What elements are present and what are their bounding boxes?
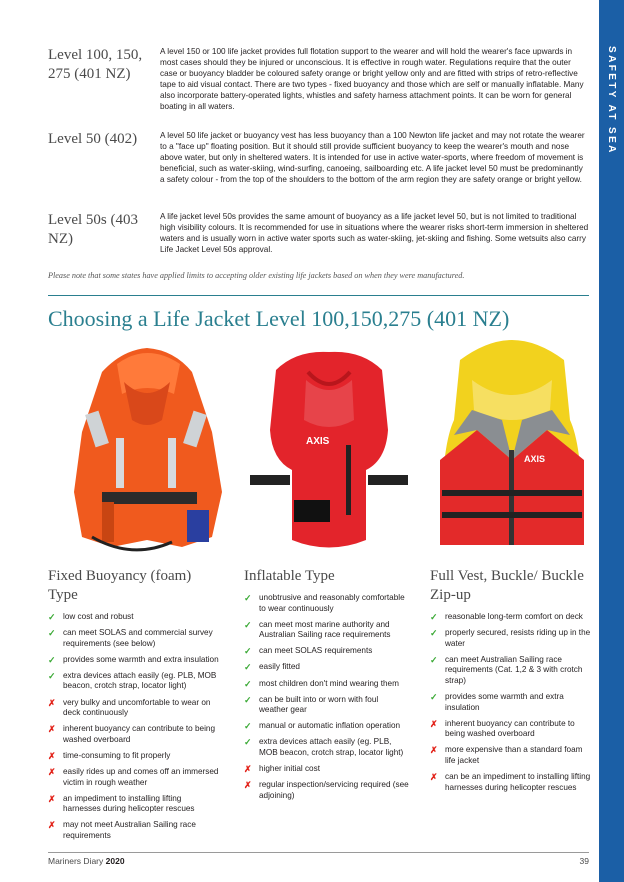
con-item	[244, 764, 409, 775]
item-text: more expensive than a standard foam life jacket	[445, 745, 583, 766]
inflatable-brand-logo: AXIS	[306, 436, 330, 447]
item-text: can be built into or worn with foul weather gear	[259, 694, 379, 715]
item-text: can meet most marine authority and Australian Sailing race requirements	[259, 619, 391, 640]
column-title: Full Vest, Buckle/ Buckle Zip-up	[430, 568, 584, 603]
page-number: 39	[579, 856, 589, 866]
item-text: extra devices attach easily (eg. PLB, MOB beacon, crotch strap, locator light)	[63, 670, 217, 691]
item-text: reasonable long-term comfort on deck	[445, 612, 583, 621]
item-text: provides some warmth and extra insulation	[63, 654, 219, 664]
cross-icon: ✗	[430, 745, 438, 756]
cross-icon: ✗	[48, 750, 56, 761]
check-icon: ✓	[430, 612, 438, 622]
pro-item	[48, 671, 220, 692]
column-inflatable	[244, 567, 409, 807]
item-text: may not meet Australian Sailing race requirements	[63, 820, 196, 840]
pro-item	[244, 695, 409, 716]
pros-cons-list	[430, 612, 592, 793]
item-text: can meet SOLAS requirements	[259, 646, 373, 656]
pro-item	[244, 737, 409, 758]
pro-item	[244, 721, 409, 732]
item-text: easily fitted	[259, 662, 300, 672]
check-icon: ✓	[244, 646, 252, 657]
cross-icon: ✗	[430, 718, 438, 729]
pro-item	[430, 692, 592, 713]
con-item	[430, 745, 592, 766]
check-icon: ✓	[48, 670, 56, 681]
section-divider	[48, 295, 589, 296]
item-text: unobtrusive and reasonably comfortable to wear continuously	[259, 593, 405, 613]
side-tab-label: SAFETY AT SEA	[606, 46, 617, 155]
pros-cons-list	[48, 612, 220, 842]
con-item	[48, 698, 220, 719]
check-icon: ✓	[48, 654, 56, 665]
pros-cons-list	[244, 593, 409, 801]
level-description: A level 50 life jacket or buoyancy vest has less buoyancy than a 100 Newton life jacket and may not rotate the wearer to a "face up" floating position. But it should still provide sufficient buoyancy to keep the wearer's mouth and nose above water, but only in sheltered waters. It is intended for use in active water-sports, where freedom of movement is beneficial, such as water-skiing, wind-surfing, canoeing, sailboarding etc. A life jacket level 50 must be predominantly a safety colour - from the top of the shoulders to the bottom of the arm region they are safety orange or bright yellow.	[160, 131, 585, 184]
item-text: time-consuming to fit properly	[63, 750, 171, 760]
pro-item	[430, 612, 592, 623]
pro-item	[48, 655, 220, 666]
full-vest-photo	[432, 340, 592, 550]
level-name: Level 50 (402)	[48, 131, 138, 147]
con-item	[244, 780, 409, 801]
footer-publication	[48, 856, 125, 866]
check-icon: ✓	[430, 692, 438, 703]
column-fixed-buoyancy	[48, 567, 220, 847]
check-icon: ✓	[244, 662, 252, 673]
level-name: Level 50s (403 NZ)	[48, 212, 138, 247]
cross-icon: ✗	[48, 724, 56, 735]
pro-item	[244, 593, 409, 614]
check-icon: ✓	[48, 612, 56, 622]
con-item	[48, 767, 220, 788]
check-icon: ✓	[244, 721, 252, 732]
check-icon: ✓	[244, 619, 252, 630]
item-text: properly secured, resists riding up in the water	[445, 628, 591, 648]
con-item	[48, 724, 220, 745]
level-description: A level 150 or 100 life jacket provides full flotation support to the wearer and will hold the wearer's face upwards in most cases should they be injured or unconscious. It is effective in rough water. Regulations require that the outer case or buoyancy bladder be coloured safety orange or bright yellow only and are fitted with strips of retro-reflective tape to aid visual contact. There are two types - fixed buoyancy and those which are self or manually inflatable. Many also incorporate battery-operated lights, whistles and safety harness attachment points. It can be worn for general boating in all waters.	[160, 47, 584, 111]
con-item	[48, 794, 220, 815]
item-text: inherent buoyancy can contribute to being washed overboard	[445, 718, 575, 739]
item-text: very bulky and uncomfortable to wear on deck continuously	[63, 697, 211, 718]
check-icon: ✓	[430, 654, 438, 665]
con-item	[430, 719, 592, 740]
check-icon: ✓	[48, 628, 56, 639]
cross-icon: ✗	[48, 767, 56, 778]
column-title: Fixed Buoyancy (foam) Type	[48, 568, 192, 603]
check-icon: ✓	[430, 628, 438, 639]
foam-life-jacket-photo	[62, 342, 232, 562]
manufacture-note: Please note that some states have applied limits to accepting older existing life jackets based on when they were manufactured.	[48, 271, 465, 280]
item-text: extra devices attach easily (eg. PLB, MOB beacon, crotch strap, locator light)	[259, 737, 404, 758]
item-text: can meet Australian Sailing race requirements (Cat. 1,2 & 3 with crotch strap)	[445, 654, 583, 685]
footer-title: Mariners Diary	[48, 856, 104, 866]
level-description: A life jacket level 50s provides the same amount of buoyancy as a life jacket level 50, but is not limited to traditional high visibility colours. It is recommended for use in situations where the wearer risks short-term immersion in sheltered waters and is usually worn in active water sports such as water-skiing, jet-skiing and fishing. Some wetsuits also carry Life Jacket Level 50s approval.	[160, 212, 589, 254]
level-name: Level 100, 150, 275 (401 NZ)	[48, 47, 143, 82]
con-item	[430, 772, 592, 793]
cross-icon: ✗	[48, 820, 56, 831]
pro-item	[244, 679, 409, 690]
cross-icon: ✗	[430, 772, 438, 783]
check-icon: ✓	[244, 737, 252, 748]
column-title: Inflatable Type	[244, 568, 335, 584]
cross-icon: ✗	[244, 780, 252, 791]
pro-item	[430, 628, 592, 649]
pro-item	[244, 646, 409, 657]
vest-brand-logo: AXIS	[524, 454, 546, 464]
pro-item	[48, 612, 220, 623]
check-icon: ✓	[244, 593, 252, 603]
footer-year: 2020	[105, 856, 125, 866]
item-text: easily rides up and comes off an immersed victim in rough weather	[63, 767, 219, 787]
item-text: can meet SOLAS and commercial survey requirements (see below)	[63, 628, 213, 648]
item-text: low cost and robust	[63, 612, 134, 621]
item-text: an impediment to installing lifting harnesses during helicopter rescues	[63, 793, 195, 814]
check-icon: ✓	[244, 678, 252, 689]
item-text: provides some warmth and extra insulation	[445, 692, 564, 712]
item-text: higher initial cost	[259, 764, 320, 774]
con-item	[48, 751, 220, 762]
item-text: can be an impediment to installing lifting harnesses during helicopter rescues	[445, 772, 591, 792]
cross-icon: ✗	[48, 697, 56, 708]
pro-item	[244, 620, 409, 641]
item-text: inherent buoyancy can contribute to being washed overboard	[63, 724, 216, 744]
section-title: Choosing a Life Jacket Level 100,150,275 (401 NZ)	[48, 306, 510, 331]
check-icon: ✓	[244, 694, 252, 705]
item-text: regular inspection/servicing required (see adjoining)	[259, 780, 409, 800]
cross-icon: ✗	[48, 793, 56, 804]
con-item	[48, 820, 220, 841]
item-text: most children don't mind wearing them	[259, 678, 399, 688]
pro-item	[244, 662, 409, 673]
pro-item	[48, 628, 220, 649]
pro-item	[430, 655, 592, 687]
column-full-vest	[430, 567, 592, 799]
footer-divider	[48, 852, 589, 853]
inflatable-life-jacket-photo	[246, 350, 412, 560]
cross-icon: ✗	[244, 764, 252, 775]
item-text: manual or automatic inflation operation	[259, 721, 401, 731]
